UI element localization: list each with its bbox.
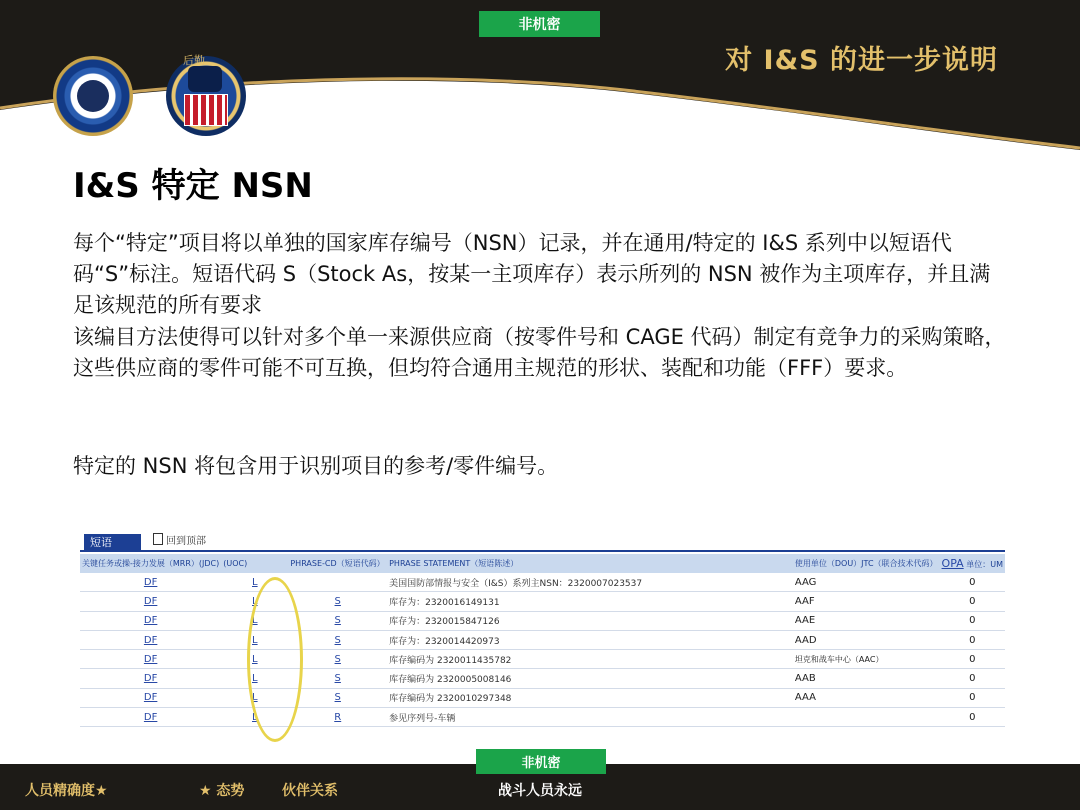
dou-code: 坦克和战车中心（AAC） xyxy=(793,650,940,669)
table-row xyxy=(80,573,1005,592)
paragraph-cataloging-method: 该编目方法使得可以针对多个单一来源供应商（按零件号和 CAGE 代码）制定有竞争力的采购策略，这些供应商的零件可能不可互换，但均符合通用主规范的形状、装配和功能（FFF）要求。 xyxy=(73,325,1006,380)
mrr-link[interactable]: DF xyxy=(80,630,221,649)
opa-value: 0 xyxy=(940,688,1005,707)
phrase-code-link[interactable]: S xyxy=(288,592,387,611)
dou-code: AAB xyxy=(793,669,940,688)
opa-value: 0 xyxy=(940,592,1005,611)
phrase-statement: 参见序列号-车辆 xyxy=(387,708,793,727)
mrr-link[interactable]: DF xyxy=(80,669,221,688)
uoc-link[interactable]: L xyxy=(221,669,288,688)
table-row xyxy=(80,688,1005,707)
col-header-opa xyxy=(940,554,1005,573)
uoc-link[interactable]: L xyxy=(221,592,288,611)
page-title: I&S 特定 NSN xyxy=(73,166,313,206)
opa-value: 0 xyxy=(940,669,1005,688)
dla-seal-icon xyxy=(166,56,246,136)
mrr-link[interactable]: DF xyxy=(80,650,221,669)
uoc-link[interactable]: L xyxy=(221,573,288,592)
dou-code: AAD xyxy=(793,630,940,649)
uoc-link[interactable]: L xyxy=(221,611,288,630)
uoc-link[interactable]: L xyxy=(221,650,288,669)
phrase-statement: 库存为：2320014420973 xyxy=(387,630,793,649)
paragraph-reference-part: 特定的 NSN 将包含用于识别项目的参考/零件编号。 xyxy=(73,454,559,478)
opa-value: 0 xyxy=(940,573,1005,592)
dou-code xyxy=(793,708,940,727)
mrr-link[interactable]: DF xyxy=(80,611,221,630)
dou-code: AAE xyxy=(793,611,940,630)
col-header-um: 单位：UM xyxy=(966,560,1003,569)
col-header-mrr: 关键任务或操-接力发展（MRR）(JDC) xyxy=(80,554,221,573)
phrase-code-link[interactable] xyxy=(288,573,387,592)
table-row xyxy=(80,611,1005,630)
phrase-statement: 库存编码为 2320005008146 xyxy=(387,669,793,688)
footer-item-people: 人员精确度★ xyxy=(25,783,108,799)
mrr-link[interactable]: DF xyxy=(80,688,221,707)
slide-header-title: 对 I&S 的进一步说明 xyxy=(725,45,998,76)
uoc-link[interactable]: L xyxy=(221,708,288,727)
stars-field-icon xyxy=(188,66,222,92)
dod-seal-icon xyxy=(53,56,133,136)
phrase-code-link[interactable]: S xyxy=(288,611,387,630)
tab-phrase[interactable]: 短语 xyxy=(84,534,141,551)
uoc-link[interactable]: L xyxy=(221,630,288,649)
phrase-statement: 库存为：2320016149131 xyxy=(387,592,793,611)
uoc-link[interactable]: L xyxy=(221,688,288,707)
table-row xyxy=(80,669,1005,688)
highlight-oval xyxy=(247,577,303,742)
dla-seal-label: 后勤 xyxy=(183,54,205,67)
phrase-statement: 美国国防部情报与安全（I&S）系列主NSN：2320007023537 xyxy=(387,573,793,592)
opa-value: 0 xyxy=(940,630,1005,649)
opa-value: 0 xyxy=(940,650,1005,669)
table-row xyxy=(80,592,1005,611)
page-icon xyxy=(153,533,163,545)
phrase-statement: 库存编码为 2320010297348 xyxy=(387,688,793,707)
phrase-code-link[interactable]: R xyxy=(288,708,387,727)
mrr-link[interactable]: DF xyxy=(80,592,221,611)
back-to-top-link[interactable] xyxy=(153,532,206,547)
table-row xyxy=(80,630,1005,649)
dou-code: AAF xyxy=(793,592,940,611)
footer-item-posture: ★ 态势 xyxy=(199,783,245,799)
mrr-link[interactable]: DF xyxy=(80,708,221,727)
col-header-phrase-cd: PHRASE-CD（短语代码） xyxy=(288,554,387,573)
opa-link[interactable]: OPA xyxy=(941,557,964,570)
classification-banner: 非机密 xyxy=(479,11,600,37)
eagle-icon xyxy=(77,80,109,112)
tab-bar xyxy=(80,528,1005,552)
flag-stripes-icon xyxy=(184,94,228,126)
footer-item-partnership: 伙伴关系 xyxy=(282,783,338,799)
table-header-row xyxy=(80,554,1005,573)
opa-value: 0 xyxy=(940,708,1005,727)
opa-value: 0 xyxy=(940,611,1005,630)
col-header-dou-jtc: 使用单位（DOU）JTC（联合技术代码） xyxy=(793,554,940,573)
col-header-uoc: (UOC) xyxy=(221,554,288,573)
phrase-statement: 库存为：2320015847126 xyxy=(387,611,793,630)
phrase-table xyxy=(80,554,1005,727)
phrase-statement: 库存编码为 2320011435782 xyxy=(387,650,793,669)
col-header-phrase-statement: PHRASE STATEMENT（短语陈述） xyxy=(387,554,793,573)
phrase-code-link[interactable]: S xyxy=(288,630,387,649)
table-row xyxy=(80,650,1005,669)
footer-classification-banner: 非机密 xyxy=(476,749,606,774)
phrase-code-link[interactable]: S xyxy=(288,650,387,669)
footer-slogan: 战斗人员永远 xyxy=(498,783,582,799)
mrr-link[interactable]: DF xyxy=(80,573,221,592)
dou-code: AAG xyxy=(793,573,940,592)
phrase-code-link[interactable]: S xyxy=(288,688,387,707)
phrase-table-panel xyxy=(80,528,1005,743)
paragraph-specific-nsn: 每个“特定”项目将以单独的国家库存编号（NSN）记录，并在通用/特定的 I&S 系列中以短语代码“S”标注。短语代码 S（Stock As，按某一主项库存）表示所列的 NSN 被作为主项库存，并且满足该规范的所有要求 xyxy=(73,231,991,317)
phrase-code-link[interactable]: S xyxy=(288,669,387,688)
dou-code: AAA xyxy=(793,688,940,707)
table-row xyxy=(80,708,1005,727)
back-to-top-label: 回到顶部 xyxy=(166,536,206,547)
